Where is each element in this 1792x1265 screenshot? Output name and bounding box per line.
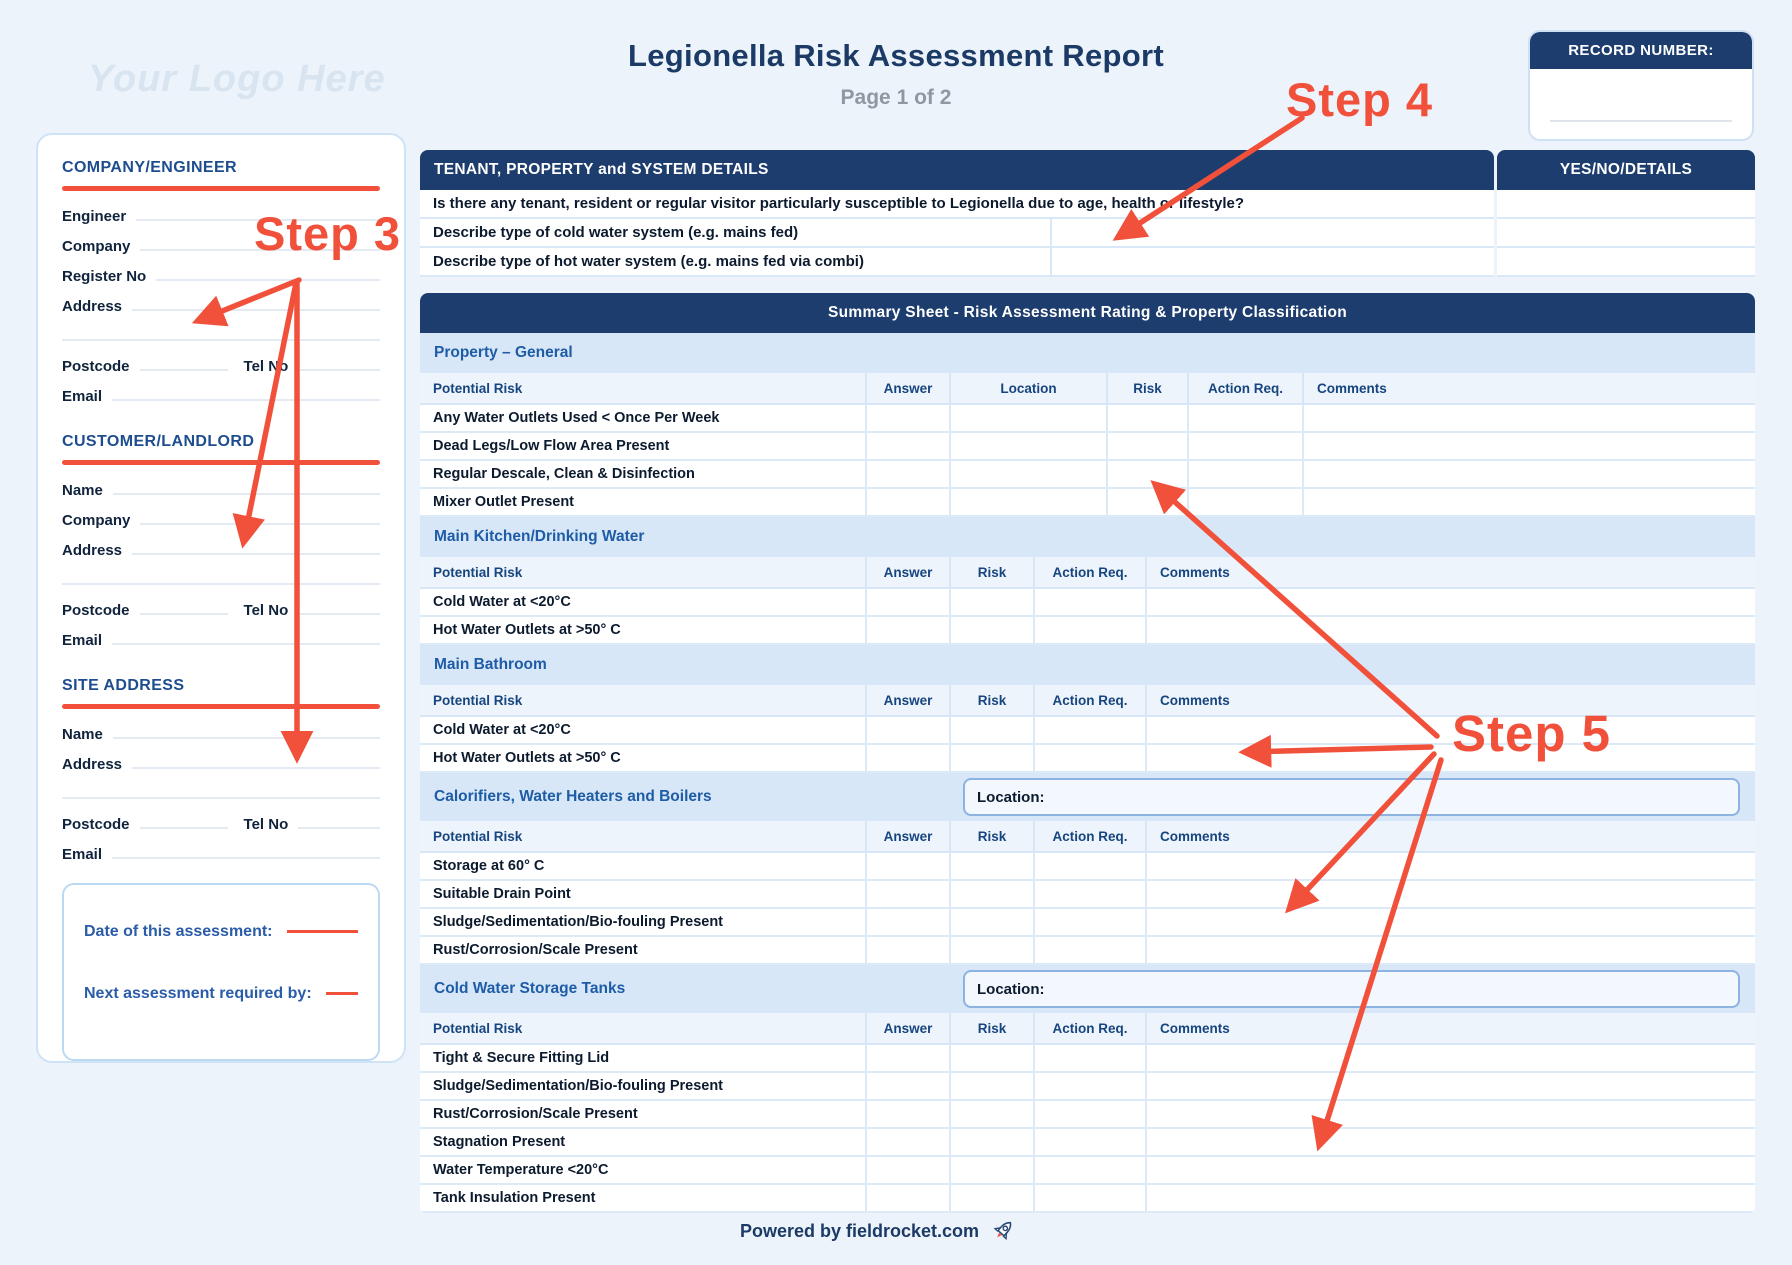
record-number-label: RECORD NUMBER: (1530, 32, 1752, 69)
entry-cell[interactable] (867, 717, 951, 745)
risk-row (420, 1157, 1755, 1185)
risk-row (420, 937, 1755, 965)
entry-cell[interactable] (1035, 1045, 1147, 1073)
entry-cell[interactable] (951, 745, 1035, 773)
risk-row-label: Cold Water at <20°C (420, 589, 867, 617)
tenant-table-row (420, 190, 1755, 219)
section-underline (62, 186, 380, 191)
risk-row-label: Regular Descale, Clean & Disinfection (420, 461, 867, 489)
entry-cell[interactable] (951, 433, 1108, 461)
field-line[interactable] (136, 219, 380, 221)
field-label: Company (62, 512, 131, 529)
risk-row-label: Sludge/Sedimentation/Bio-fouling Present (420, 909, 867, 937)
field-label: Address (62, 542, 123, 559)
column-header-cell: Action Req. (1189, 373, 1304, 405)
entry-cell[interactable] (1108, 405, 1189, 433)
field-label: Address (62, 756, 123, 773)
column-header-row (420, 685, 1755, 717)
entry-cell[interactable] (951, 1129, 1035, 1157)
section-band-title: Cold Water Storage Tanks (434, 980, 626, 997)
entry-cell[interactable] (1035, 1101, 1147, 1129)
assessment-date-row (84, 923, 358, 941)
entry-cell[interactable] (1035, 589, 1147, 617)
field-label: Tel No (243, 602, 289, 619)
field-row (62, 317, 380, 347)
question-label: Describe type of hot water system (e.g. mains fed via combi) (420, 248, 1052, 277)
field-row (62, 805, 380, 835)
section-band (420, 517, 1755, 557)
step-5-label: Step 5 (1452, 705, 1612, 762)
entry-cell[interactable] (1304, 433, 1755, 461)
entry-cell[interactable] (1035, 745, 1147, 773)
spacer (420, 277, 1755, 293)
column-header-cell: Action Req. (1035, 557, 1147, 589)
risk-row-label: Rust/Corrosion/Scale Present (420, 1101, 867, 1129)
field-line[interactable] (140, 523, 380, 525)
summary-section (420, 645, 1755, 773)
entry-cell[interactable] (1035, 1157, 1147, 1185)
field-label: Postcode (62, 358, 130, 375)
section-title: COMPANY/ENGINEER (62, 159, 238, 176)
field-line[interactable] (156, 279, 380, 281)
field-line[interactable] (62, 339, 380, 341)
field-row (62, 257, 380, 287)
next-assessment-row (84, 985, 358, 1003)
entry-cell[interactable] (951, 489, 1108, 517)
entry-cell[interactable] (951, 937, 1035, 965)
risk-row-label: Dead Legs/Low Flow Area Present (420, 433, 867, 461)
entry-cell[interactable] (951, 461, 1108, 489)
entry-cell[interactable] (1035, 1073, 1147, 1101)
question-label: Describe type of cold water system (e.g. mains fed) (420, 219, 1052, 248)
risk-row-label: Storage at 60° C (420, 853, 867, 881)
field-label: Name (62, 482, 103, 499)
field-row (62, 347, 380, 377)
entry-cell[interactable] (1035, 1129, 1147, 1157)
page-number: Page 1 of 2 (840, 86, 952, 109)
column-header-cell: Comments (1147, 557, 1755, 589)
risk-row-label: Sludge/Sedimentation/Bio-fouling Present (420, 1073, 867, 1101)
summary-section (420, 773, 1755, 965)
entry-cell[interactable] (1189, 433, 1304, 461)
risk-row (420, 745, 1755, 773)
yes-no-details-cell[interactable] (1497, 190, 1755, 219)
entry-cell[interactable] (867, 937, 951, 965)
risk-row (420, 433, 1755, 461)
entry-cell[interactable] (867, 909, 951, 937)
assessment-dates-box (62, 883, 380, 1061)
yes-no-details-cell[interactable] (1497, 248, 1755, 277)
risk-row-label: Mixer Outlet Present (420, 489, 867, 517)
entry-cell[interactable] (867, 1185, 951, 1213)
section-band (420, 773, 1755, 821)
field-line[interactable] (298, 827, 380, 829)
entry-cell[interactable] (867, 617, 951, 645)
section-band-title: Property – General (434, 344, 573, 361)
field-line[interactable] (112, 643, 380, 645)
entry-cell[interactable] (951, 1157, 1035, 1185)
summary-section (420, 333, 1755, 517)
risk-row-label: Hot Water Outlets at >50° C (420, 745, 867, 773)
field-line[interactable] (113, 493, 380, 495)
field-line[interactable] (132, 767, 380, 769)
entry-cell[interactable] (1108, 461, 1189, 489)
field-line[interactable] (62, 797, 380, 799)
step-3-label: Step 3 (254, 207, 402, 260)
field-line[interactable] (140, 613, 228, 615)
entry-cell[interactable] (1147, 881, 1755, 909)
entry-cell[interactable] (951, 1073, 1035, 1101)
entry-cell[interactable] (1147, 1073, 1755, 1101)
next-assessment-label: Next assessment required by: (84, 985, 312, 1002)
section-band (420, 965, 1755, 1013)
section-underline (62, 704, 380, 709)
risk-row (420, 617, 1755, 645)
column-header-cell: Potential Risk (420, 373, 867, 405)
field-label: Tel No (243, 358, 289, 375)
answer-cell[interactable] (1052, 248, 1494, 277)
entry-cell[interactable] (867, 745, 951, 773)
record-number-field[interactable] (1550, 120, 1732, 122)
field-line[interactable] (132, 553, 380, 555)
summary-section (420, 965, 1755, 1213)
entry-cell[interactable] (867, 881, 951, 909)
risk-row-label: Hot Water Outlets at >50° C (420, 617, 867, 645)
field-label: Name (62, 726, 103, 743)
entry-cell[interactable] (1035, 717, 1147, 745)
entry-cell[interactable] (1304, 461, 1755, 489)
field-row (62, 377, 380, 407)
field-row (62, 715, 380, 745)
entry-cell[interactable] (867, 433, 951, 461)
section-underline (62, 460, 380, 465)
column-header-cell: Potential Risk (420, 557, 867, 589)
field-line[interactable] (140, 249, 380, 251)
entry-cell[interactable] (1147, 1157, 1755, 1185)
field-label: Engineer (62, 208, 127, 225)
date-of-assessment-line[interactable] (287, 930, 358, 933)
entry-cell[interactable] (1304, 405, 1755, 433)
column-header-cell: Answer (867, 821, 951, 853)
entry-cell[interactable] (1147, 1185, 1755, 1213)
risk-row (420, 909, 1755, 937)
entry-cell[interactable] (867, 405, 951, 433)
risk-row-label: Any Water Outlets Used < Once Per Week (420, 405, 867, 433)
entry-cell[interactable] (1035, 853, 1147, 881)
next-assessment-line[interactable] (326, 992, 358, 995)
section-band-title: Main Bathroom (434, 656, 547, 673)
column-header-cell: Risk (951, 821, 1035, 853)
risk-row (420, 1129, 1755, 1157)
risk-row-label: Stagnation Present (420, 1129, 867, 1157)
entry-cell[interactable] (1147, 745, 1755, 773)
entry-cell[interactable] (1189, 461, 1304, 489)
risk-row (420, 461, 1755, 489)
field-row (62, 531, 380, 561)
entry-cell[interactable] (1147, 717, 1755, 745)
column-header-cell: Risk (951, 557, 1035, 589)
answer-cell[interactable] (1052, 219, 1494, 248)
field-row (62, 835, 380, 865)
step-4-label: Step 4 (1286, 73, 1434, 126)
field-row (62, 227, 380, 257)
logo-placeholder: Your Logo Here (88, 58, 386, 100)
column-header-cell: Potential Risk (420, 1013, 867, 1045)
column-header-cell: Answer (867, 557, 951, 589)
risk-row-label: Cold Water at <20°C (420, 717, 867, 745)
column-header-cell: Comments (1147, 1013, 1755, 1045)
field-label: Postcode (62, 816, 130, 833)
field-line[interactable] (62, 583, 380, 585)
risk-row (420, 489, 1755, 517)
field-label: Company (62, 238, 131, 255)
entry-cell[interactable] (1304, 489, 1755, 517)
field-row (62, 775, 380, 805)
column-header-cell: Comments (1147, 821, 1755, 853)
entry-cell[interactable] (867, 589, 951, 617)
column-header-row (420, 1013, 1755, 1045)
entry-cell[interactable] (951, 1101, 1035, 1129)
rocket-icon (989, 1218, 1016, 1245)
risk-row-label: Water Temperature <20°C (420, 1157, 867, 1185)
field-row (62, 197, 380, 227)
entry-cell[interactable] (1147, 937, 1755, 965)
risk-row-label: Rust/Corrosion/Scale Present (420, 937, 867, 965)
risk-row (420, 1073, 1755, 1101)
field-line[interactable] (298, 613, 380, 615)
risk-row (420, 405, 1755, 433)
entry-cell[interactable] (1108, 489, 1189, 517)
risk-row (420, 1045, 1755, 1073)
column-header-cell: Answer (867, 373, 951, 405)
entry-cell[interactable] (1147, 853, 1755, 881)
footer (0, 1218, 1756, 1245)
field-row (62, 287, 380, 317)
field-row (62, 501, 380, 531)
entry-cell[interactable] (867, 1157, 951, 1185)
field-label: Register No (62, 268, 147, 285)
entry-cell[interactable] (951, 617, 1035, 645)
entry-cell[interactable] (1035, 1185, 1147, 1213)
location-input-box[interactable]: Location: (963, 970, 1740, 1008)
column-header-cell: Comments (1147, 685, 1755, 717)
risk-row-label: Tight & Secure Fitting Lid (420, 1045, 867, 1073)
field-line[interactable] (298, 369, 380, 371)
yes-no-details-cell[interactable] (1497, 219, 1755, 248)
entry-cell[interactable] (1108, 433, 1189, 461)
entry-cell[interactable] (1035, 937, 1147, 965)
column-header-cell: Risk (1108, 373, 1189, 405)
entry-cell[interactable] (951, 717, 1035, 745)
tenant-table-header-row (420, 150, 1755, 190)
field-label: Email (62, 388, 103, 405)
entry-cell[interactable] (1035, 617, 1147, 645)
risk-row (420, 589, 1755, 617)
entry-cell[interactable] (1035, 909, 1147, 937)
record-number-box (1528, 30, 1754, 141)
entry-cell[interactable] (1147, 1045, 1755, 1073)
entry-cell[interactable] (1035, 881, 1147, 909)
field-label: Address (62, 298, 123, 315)
column-header-cell: Action Req. (1035, 1013, 1147, 1045)
risk-row (420, 1101, 1755, 1129)
entry-cell[interactable] (867, 1045, 951, 1073)
field-line[interactable] (112, 857, 380, 859)
column-header-row (420, 557, 1755, 589)
column-header-cell: Comments (1304, 373, 1755, 405)
field-line[interactable] (140, 827, 228, 829)
field-line[interactable] (132, 309, 380, 311)
main-form-area (420, 150, 1755, 1213)
summary-sheet-table (420, 293, 1755, 1213)
summary-section (420, 517, 1755, 645)
tenant-table-row (420, 248, 1755, 277)
field-label: Email (62, 632, 103, 649)
yes-no-details-header: YES/NO/DETAILS (1497, 150, 1755, 190)
field-label: Tel No (243, 816, 289, 833)
column-header-cell: Answer (867, 685, 951, 717)
entry-cell[interactable] (951, 853, 1035, 881)
entry-cell[interactable] (1189, 489, 1304, 517)
field-line[interactable] (140, 369, 228, 371)
page-title: Legionella Risk Assessment Report (628, 38, 1164, 73)
entry-cell[interactable] (1147, 909, 1755, 937)
column-header-cell: Location (951, 373, 1108, 405)
tenant-table-title: TENANT, PROPERTY and SYSTEM DETAILS (420, 150, 1494, 190)
entry-cell[interactable] (951, 881, 1035, 909)
risk-row-label: Tank Insulation Present (420, 1185, 867, 1213)
column-header-cell: Potential Risk (420, 685, 867, 717)
contact-details-card (36, 133, 406, 1063)
field-line[interactable] (112, 399, 380, 401)
column-header-cell: Action Req. (1035, 821, 1147, 853)
column-header-row (420, 821, 1755, 853)
entry-cell[interactable] (867, 1101, 951, 1129)
column-header-cell: Risk (951, 1013, 1035, 1045)
field-row (62, 745, 380, 775)
location-input-box[interactable]: Location: (963, 778, 1740, 816)
entry-cell[interactable] (1147, 1101, 1755, 1129)
entry-cell[interactable] (1189, 405, 1304, 433)
entry-cell[interactable] (1147, 1129, 1755, 1157)
risk-row (420, 853, 1755, 881)
field-row (62, 471, 380, 501)
column-header-cell: Potential Risk (420, 821, 867, 853)
field-row (62, 621, 380, 651)
entry-cell[interactable] (951, 1045, 1035, 1073)
field-line[interactable] (113, 737, 380, 739)
section-title: CUSTOMER/LANDLORD (62, 433, 255, 450)
entry-cell[interactable] (867, 1129, 951, 1157)
entry-cell[interactable] (951, 589, 1035, 617)
entry-cell[interactable] (951, 909, 1035, 937)
column-header-row (420, 373, 1755, 405)
entry-cell[interactable] (951, 405, 1108, 433)
field-row (62, 591, 380, 621)
entry-cell[interactable] (867, 461, 951, 489)
risk-row (420, 717, 1755, 745)
risk-row (420, 1185, 1755, 1213)
field-label: Postcode (62, 602, 130, 619)
column-header-cell: Answer (867, 1013, 951, 1045)
field-label: Email (62, 846, 103, 863)
footer-text: Powered by fieldrocket.com (739, 1221, 980, 1241)
risk-row-label: Suitable Drain Point (420, 881, 867, 909)
field-row (62, 561, 380, 591)
date-of-assessment-label: Date of this assessment: (84, 923, 273, 940)
entry-cell[interactable] (867, 853, 951, 881)
section-band (420, 645, 1755, 685)
column-header-cell: Risk (951, 685, 1035, 717)
entry-cell[interactable] (867, 489, 951, 517)
section-band (420, 333, 1755, 373)
risk-row (420, 881, 1755, 909)
section-title: SITE ADDRESS (62, 677, 185, 694)
entry-cell[interactable] (1147, 589, 1755, 617)
section-band-title: Calorifiers, Water Heaters and Boilers (434, 788, 712, 805)
section-band-title: Main Kitchen/Drinking Water (434, 528, 645, 545)
question-label: Is there any tenant, resident or regular visitor particularly susceptible to Legionella due to age, health or lifestyle? (420, 190, 1494, 219)
entry-cell[interactable] (1147, 617, 1755, 645)
entry-cell[interactable] (951, 1185, 1035, 1213)
column-header-cell: Action Req. (1035, 685, 1147, 717)
summary-sheet-title: Summary Sheet - Risk Assessment Rating & Property Classification (420, 293, 1755, 333)
entry-cell[interactable] (867, 1073, 951, 1101)
tenant-table-row (420, 219, 1755, 248)
tenant-property-table (420, 150, 1755, 277)
